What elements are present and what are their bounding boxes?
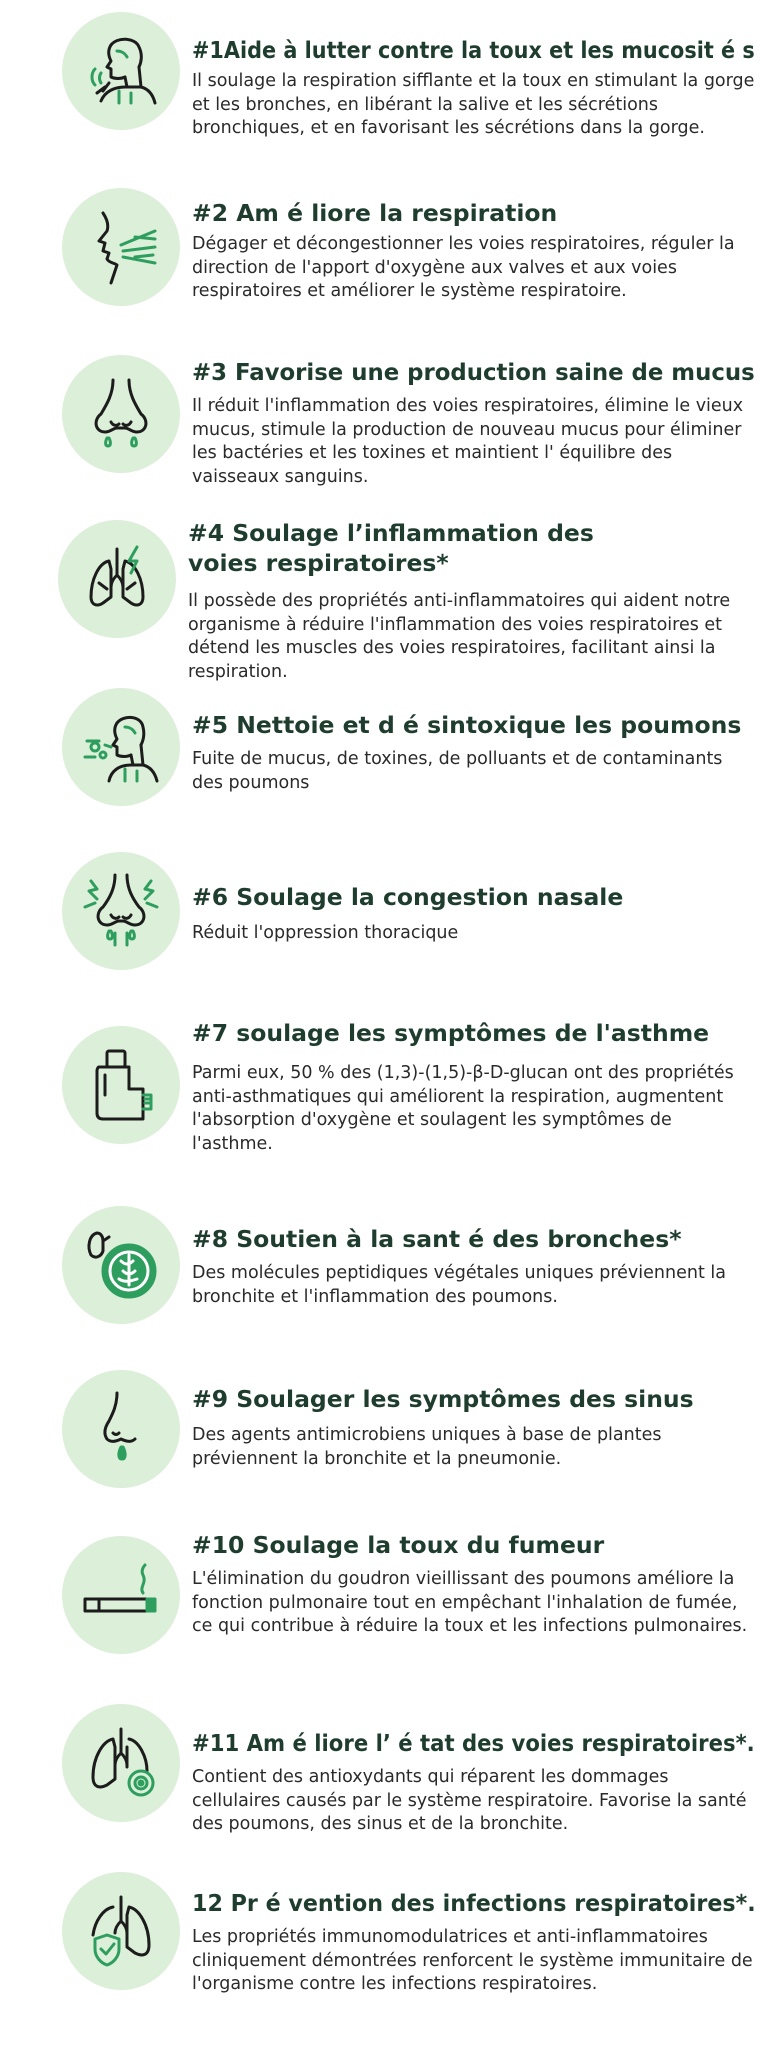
benefit-title: 12 Pr é vention des infections respiratoires*. bbox=[192, 1889, 756, 1917]
benefit-description: Les propriétés immunomodulatrices et anti-inflammatoires cliniquement démontrées renforcent le système immunitaire de l'organisme contre les infections respiratoires. bbox=[192, 1927, 753, 1994]
icon-circle bbox=[62, 1026, 180, 1144]
cigarette-icon bbox=[81, 1555, 161, 1635]
inhaler-icon bbox=[81, 1045, 161, 1125]
benefit-description: Des molécules peptidiques végétales uniques préviennent la bronchite et l'inflammation des poumons. bbox=[192, 1263, 726, 1307]
icon-circle bbox=[58, 520, 176, 638]
benefit-description: Réduit l'oppression thoracique bbox=[192, 923, 459, 943]
benefit-title: #4 Soulage l’inflammation des voies respiratoires* bbox=[188, 519, 594, 577]
benefit-title: #1Aide à lutter contre la toux et les mucosit é s bbox=[192, 36, 755, 64]
icon-circle bbox=[62, 852, 180, 970]
benefit-title: #11 Am é liore l’ é tat des voies respiratoires*. bbox=[192, 1729, 755, 1757]
bronchi-magnifier-icon bbox=[81, 1225, 161, 1305]
exhaling-person-icon bbox=[81, 707, 161, 787]
benefit-description: Contient des antioxydants qui réparent les dommages cellulaires causés par le système respiratoire. Favorise la santé des poumons, des sinus et de la bronchite. bbox=[192, 1767, 747, 1834]
lungs-shield-icon bbox=[81, 1891, 161, 1971]
inflamed-lungs-icon bbox=[77, 539, 157, 619]
nose-drops-icon bbox=[81, 374, 161, 454]
benefit-title: #8 Soutien à la sant é des bronches* bbox=[192, 1225, 682, 1253]
benefit-title: #3 Favorise une production saine de mucus bbox=[192, 358, 755, 386]
benefit-title: #5 Nettoie et d é sintoxique les poumons bbox=[192, 711, 742, 739]
icon-circle bbox=[62, 1704, 180, 1822]
benefit-description: Fuite de mucus, de toxines, de polluants et de contaminants des poumons bbox=[192, 749, 723, 793]
benefit-description: Dégager et décongestionner les voies respiratoires, réguler la direction de l'apport d'oxygène aux valves et aux voies respiratoires et améliorer le système respiratoire. bbox=[192, 234, 735, 301]
lungs-target-icon bbox=[81, 1723, 161, 1803]
benefit-title: #2 Am é liore la respiration bbox=[192, 199, 558, 227]
icon-circle bbox=[62, 355, 180, 473]
benefit-description: Des agents antimicrobiens uniques à base de plantes préviennent la bronchite et la pneumonie. bbox=[192, 1425, 662, 1469]
benefit-description: Parmi eux, 50 % des (1,3)-(1,5)-β-D-glucan ont des propriétés anti-asthmatiques qui améliorent la respiration, augmentent l'absorption d'oxygène et soulagent les symptômes de l'asthme. bbox=[192, 1063, 734, 1154]
breathing-face-icon bbox=[81, 207, 161, 287]
icon-circle bbox=[62, 188, 180, 306]
icon-circle bbox=[62, 688, 180, 806]
benefit-description: Il réduit l'inflammation des voies respiratoires, élimine le vieux mucus, stimule la production de nouveau mucus pour éliminer les bactéries et les toxines et maintient l' équilibre des vaisseaux sanguins. bbox=[192, 396, 744, 487]
benefit-title: #10 Soulage la toux du fumeur bbox=[192, 1531, 605, 1559]
benefit-title: #9 Soulager les symptômes des sinus bbox=[192, 1385, 694, 1413]
icon-circle bbox=[62, 12, 180, 130]
benefit-description: L'élimination du goudron vieillissant des poumons améliore la fonction pulmonaire tout en empêchant l'inhalation de fumée, ce qui contribue à réduire la toux et les infections pulmonaires. bbox=[192, 1569, 748, 1636]
nose-drip-icon bbox=[81, 1389, 161, 1469]
benefit-description: Il possède des propriétés anti-inflammatoires qui aident notre organisme à réduire l'inflammation des voies respiratoires et détend les muscles des voies respiratoires, facilitant ainsi la respiration. bbox=[188, 591, 731, 682]
coughing-person-icon bbox=[81, 31, 161, 111]
benefit-title: #7 soulage les symptômes de l'asthme bbox=[192, 1019, 710, 1047]
congested-nose-icon bbox=[81, 871, 161, 951]
benefit-description: Il soulage la respiration sifflante et la toux en stimulant la gorge et les bronches, en libérant la salive et les sécrétions bronchiques, et en favorisant les sécrétions dans la gorge. bbox=[192, 71, 755, 138]
benefit-title: #6 Soulage la congestion nasale bbox=[192, 883, 624, 911]
icon-circle bbox=[62, 1370, 180, 1488]
icon-circle bbox=[62, 1872, 180, 1990]
icon-circle bbox=[62, 1206, 180, 1324]
icon-circle bbox=[62, 1536, 180, 1654]
